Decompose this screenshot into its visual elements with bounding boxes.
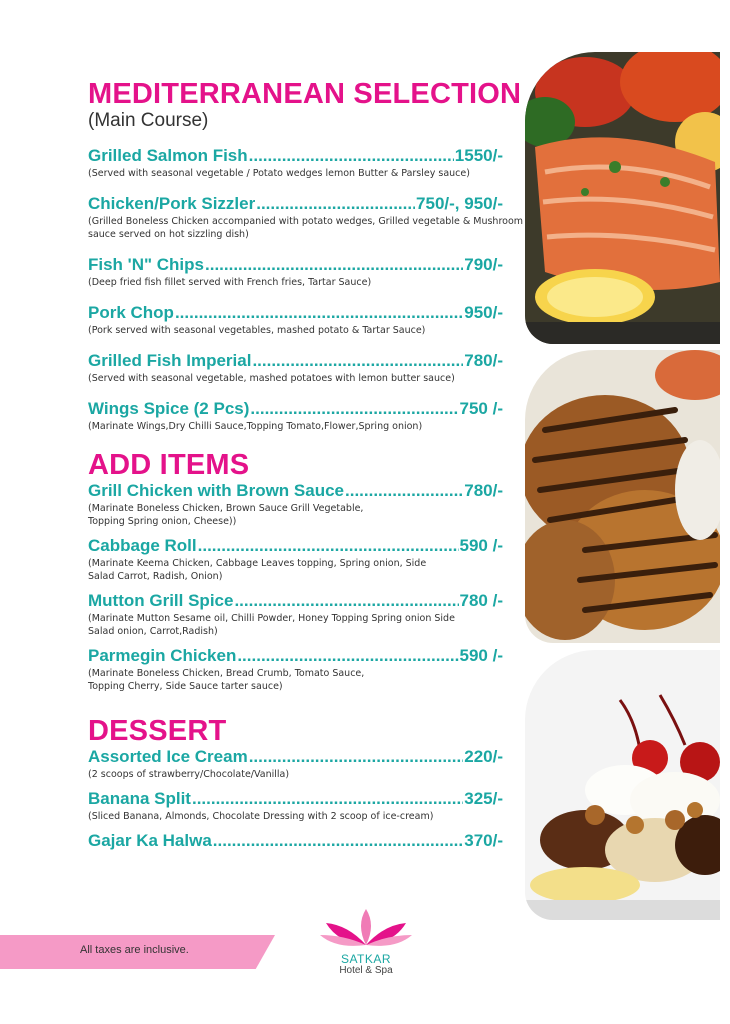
dot-leader: [213, 831, 463, 851]
dot-leader: [250, 399, 458, 419]
item-name: Assorted Ice Cream: [88, 747, 248, 766]
grilled-salmon-photo: [525, 52, 720, 344]
menu-item: [88, 194, 528, 241]
item-price: 370/-: [464, 831, 503, 850]
menu-item: [88, 536, 528, 583]
item-price: 590 /-: [459, 646, 503, 665]
item-description: (Marinate Wings,Dry Chilli Sauce,Topping Tomato,Flower,Spring onion): [88, 421, 423, 432]
dot-leader: [249, 747, 464, 767]
grilled-chicken-photo: [525, 350, 720, 643]
item-name: Chicken/Pork Sizzler: [88, 194, 256, 213]
menu-item: [88, 481, 528, 528]
dot-leader: [234, 591, 458, 611]
item-description: (Sliced Banana, Almonds, Chocolate Dressing with 2 scoop of ice-cream): [88, 811, 434, 822]
item-description: (2 scoops of strawberry/Chocolate/Vanilla): [88, 769, 290, 780]
menu-item: [88, 399, 528, 433]
item-description: (Pork served with seasonal vegetables, mashed potato & Tartar Sauce): [88, 325, 426, 336]
dot-leader: [205, 255, 463, 275]
dot-leader: [256, 194, 415, 214]
item-price: 325/-: [464, 789, 503, 808]
item-name: Gajar Ka Halwa: [88, 831, 212, 850]
logo-name: SATKAR: [340, 952, 392, 966]
menu-item: [88, 591, 528, 638]
item-price: 790/-: [464, 255, 503, 274]
item-description: (Served with seasonal vegetable, mashed potatoes with lemon butter sauce): [88, 373, 455, 384]
item-price: 950/-: [464, 303, 503, 322]
item-description: (Marinate Boneless Chicken, Brown Sauce Grill Vegetable, Topping Spring onion, Cheese)): [88, 503, 364, 527]
dot-leader: [175, 303, 463, 323]
menu-item: [88, 831, 528, 851]
item-description: (Marinate Boneless Chicken, Bread Crumb, Tomato Sauce, Topping Cherry, Side Sauce tarter sauce): [88, 668, 365, 692]
item-name: Wings Spice (2 Pcs): [88, 399, 250, 418]
item-description: (Served with seasonal vegetable / Potato wedges lemon Butter & Parsley sauce): [88, 168, 470, 179]
item-price: 1550/-: [454, 146, 503, 165]
item-name: Banana Split: [88, 789, 191, 808]
item-name: Fish 'N" Chips: [88, 255, 204, 274]
item-description: (Grilled Boneless Chicken accompanied with potato wedges, Grilled vegetable & Mushroom sauce served on hot sizzling dish): [88, 216, 524, 240]
menu-item: [88, 351, 528, 385]
dot-leader: [345, 481, 463, 501]
section-subtitle: (Main Course): [88, 110, 209, 131]
menu-item: [88, 646, 528, 693]
section-title-dessert: DESSERT: [88, 715, 227, 747]
item-price: 750 /-: [459, 399, 503, 418]
tax-note: All taxes are inclusive.: [80, 944, 189, 956]
item-name: Grill Chicken with Brown Sauce: [88, 481, 344, 500]
section-title-add-items: ADD ITEMS: [88, 449, 250, 481]
ice-cream-sundae-photo: [525, 650, 720, 920]
dot-leader: [237, 646, 458, 666]
dot-leader: [192, 789, 463, 809]
item-price: 220/-: [464, 747, 503, 766]
main-course-list: [88, 146, 528, 433]
section-title-mediterranean: MEDITERRANEAN SELECTION: [88, 78, 522, 110]
menu-item: [88, 255, 528, 289]
menu-item: [88, 303, 528, 337]
logo-subtitle: Hotel & Spa: [339, 965, 393, 976]
dot-leader: [252, 351, 463, 371]
item-name: Mutton Grill Spice: [88, 591, 234, 610]
menu-item: [88, 747, 528, 781]
item-price: 780/-: [464, 351, 503, 370]
item-description: (Deep fried fish fillet served with French fries, Tartar Sauce): [88, 277, 372, 288]
item-price: 780 /-: [459, 591, 503, 610]
item-name: Parmegin Chicken: [88, 646, 237, 665]
item-price: 590 /-: [459, 536, 503, 555]
item-name: Grilled Salmon Fish: [88, 146, 248, 165]
dot-leader: [198, 536, 459, 556]
item-name: Pork Chop: [88, 303, 174, 322]
dessert-list: [88, 747, 528, 851]
item-description: (Marinate Mutton Sesame oil, Chilli Powder, Honey Topping Spring onion Side Salad onion, Carrot,Radish): [88, 613, 455, 637]
item-name: Cabbage Roll: [88, 536, 197, 555]
item-name: Grilled Fish Imperial: [88, 351, 252, 370]
satkar-logo: [318, 905, 414, 985]
menu-item: [88, 146, 528, 180]
item-price: 780/-: [464, 481, 503, 500]
add-items-list: [88, 481, 528, 693]
menu-content: [88, 78, 528, 859]
menu-item: [88, 789, 528, 823]
item-description: (Marinate Keema Chicken, Cabbage Leaves topping, Spring onion, Side Salad Carrot, Radish, Onion): [88, 558, 427, 582]
dot-leader: [249, 146, 454, 166]
item-price: 750/-, 950/-: [416, 194, 503, 213]
lotus-icon: [318, 905, 414, 949]
